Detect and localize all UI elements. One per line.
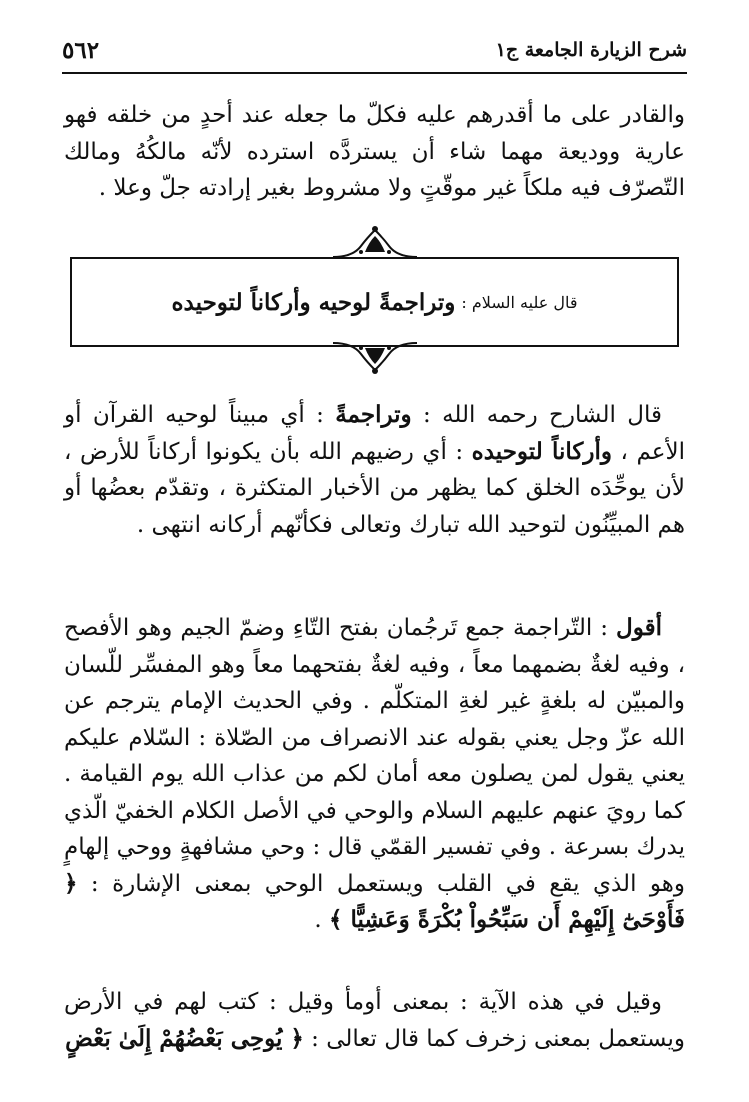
top-ornament-icon <box>331 224 419 258</box>
p3-text: : التّراجمة جمع تَرجُمان بفتح التّاءِ وضمّ الجيم وهو الأفصح ، وفيه لغةٌ بضمهما معاً ، وفيه لغةٌ بفتحهما معاً وهو المفسِّر للّسان والمبيّن له بلغةٍ غير لغةِ المتكلّم . وفي الحديث الإمام يترجم عن الله عزّ وجل يعني بقوله عند الانصراف من الصّلاة : السّلام عليكم يعني يقول لمن يصلون معه أمان لكم من عذاب الله يوم القيامة . كما رويَ عنهم عليهم السلام والوحي في الأصل الكلام الخفيّ الّذي يدرك بسرعة . وفي تفسير القمّي قال : وحي مشافهةٍ ووحي إلهامٍ وهو الذي يقع في القلب ويستعمل الوحي بمعنى الإشارة : <box>64 615 685 897</box>
p3-quran-verse: ﴿ فَأَوْحَىٰٓ إِلَيْهِمْ أَن سَبِّحُواْ بُكْرَةً وَعَشِيًّا ﴾ <box>64 869 685 933</box>
p2-text-2: : أي رضيهم الله بأن يكونوا أركاناً للأرض ، لأن يوحِّدَه الخلق كما يظهر من الأخبار المتكثرة ، وتقدّم بعضُها أو هم المبيِّنُون لتوحيد الله تبارك وتعالى فكأنّهم أركانه انتهى . <box>64 438 685 538</box>
p3-end: . <box>314 907 329 933</box>
p2-text-1: : أي مبيناً لوحيه القرآن أو الأعم ، <box>64 402 685 465</box>
p2-term-1: وتراجمةً <box>335 401 412 428</box>
p2-intro: قال الشارح رحمه الله : <box>411 402 662 428</box>
page-number: ٥٦٢ <box>62 36 100 64</box>
quote-box <box>70 257 679 347</box>
paragraph-1 <box>64 97 685 207</box>
header-rule <box>62 72 687 74</box>
p2-term-2: وأركاناً لتوحيده <box>471 437 612 465</box>
paragraph-3 <box>64 610 685 939</box>
p4-text: وقيل في هذه الآية : بمعنى أومأ وقيل : كتب لهم في الأرض ويستعمل بمعنى زخرف كما قال تعالى : <box>64 989 685 1052</box>
quote-text: وتراجمةً لوحيه وأركاناً لتوحيده <box>171 288 456 316</box>
p3-lead: أقول <box>616 614 662 641</box>
paragraph-1-text: والقادر على ما أقدرهم عليه فكلّ ما جعله عند أحدٍ من خلقه فهو عارية ووديعة مهما شاء أن يستردَّه استرده لأنّه مالكُهُ ومالك التّصرّف فيه ملكاً غير موقّتٍ ولا مشروط بغير إرادته جلّ وعلا . <box>64 102 685 201</box>
paragraph-2 <box>64 397 685 543</box>
paragraph-4 <box>64 984 685 1057</box>
page-header <box>62 30 687 70</box>
p4-quran-verse: ﴿ يُوحِى بَعْضُهُمْ إِلَىٰ بَعْضٍ <box>65 1024 304 1052</box>
running-title: شرح الزيارة الجامعة ج١ <box>495 39 687 61</box>
bottom-ornament-icon <box>331 342 419 376</box>
quote-prefix: قال عليه السلام : <box>461 292 578 312</box>
